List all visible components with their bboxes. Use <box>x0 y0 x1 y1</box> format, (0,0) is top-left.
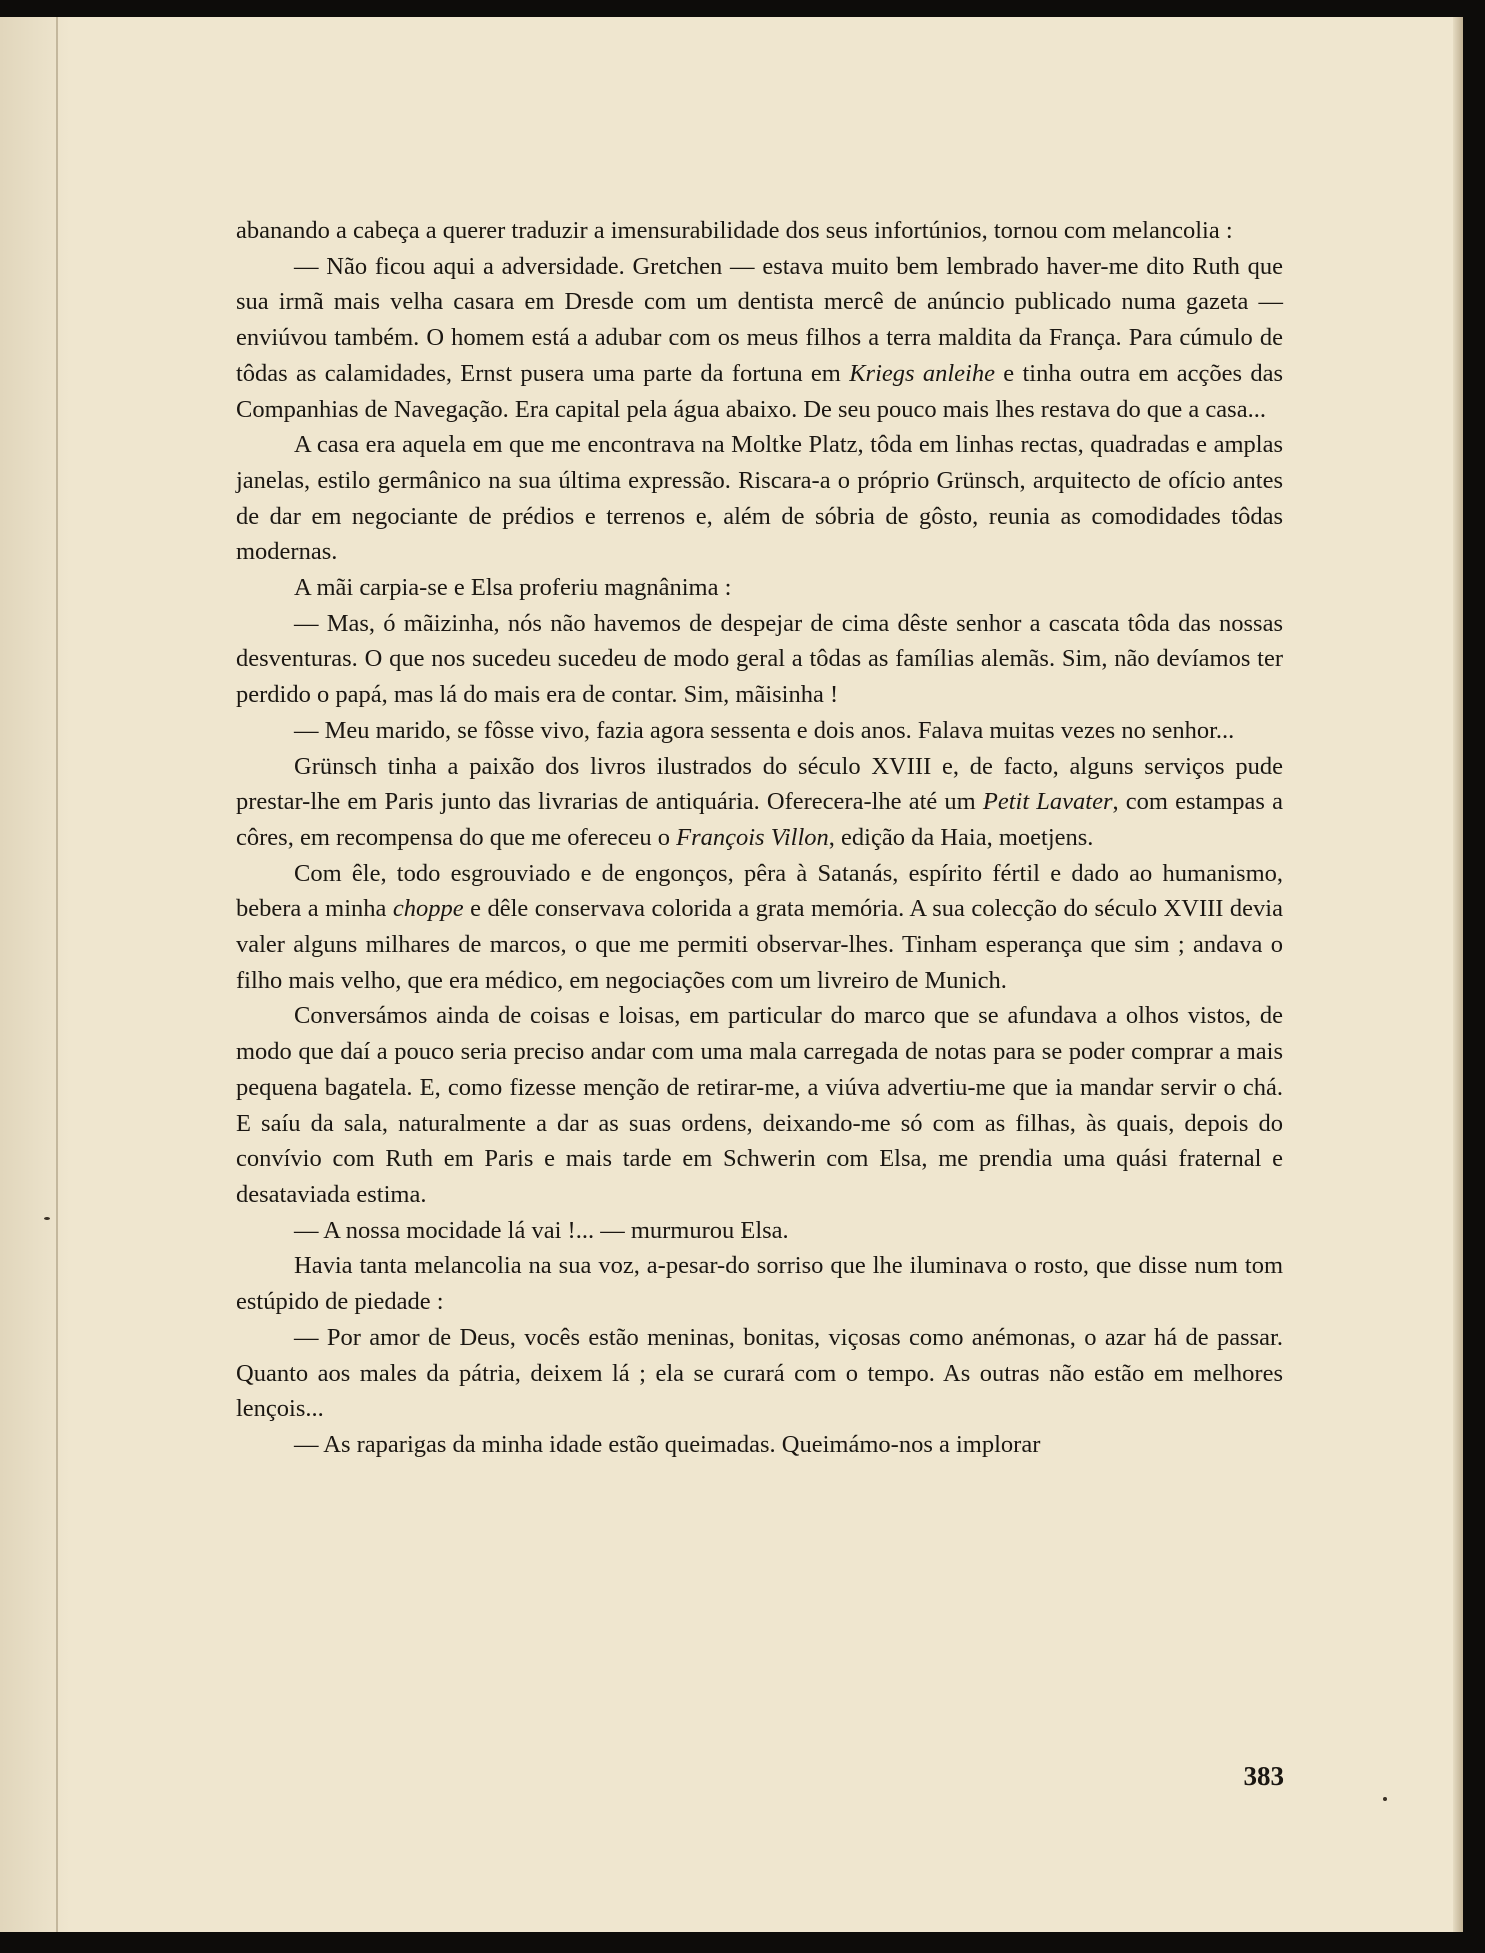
text-run: — A nossa mocidade lá vai !... — murmurou Elsa. <box>294 1216 789 1244</box>
paragraph <box>236 1248 1283 1319</box>
text-run: , com estampas a côres, em recompensa do que me ofereceu o <box>236 788 1283 851</box>
text-run: abanando a cabeça a querer traduzir a imensurabilidade dos seus infortúnios, tornou com melancolia : <box>236 217 1233 244</box>
text-run: Com êle, todo esgrouviado e de engonços, pêra à Satanás, espírito fértil e dado ao humanismo, bebera a minha <box>236 859 1283 923</box>
italic-title: Kriegs anleihe <box>849 359 995 387</box>
text-run: A mãi carpia-se e Elsa proferiu magnânima : <box>294 574 732 602</box>
body-text <box>236 213 1283 1463</box>
paragraph <box>236 1427 1283 1463</box>
paragraph <box>236 213 1283 249</box>
ink-speck <box>44 1217 50 1220</box>
paragraph <box>236 1213 1283 1249</box>
paragraph <box>236 249 1283 428</box>
book-page <box>0 17 1463 1932</box>
page-number: 383 <box>1243 1761 1284 1791</box>
text-run: — Por amor de Deus, vocês estão meninas, bonitas, viçosas como anémonas, o azar há de passar. Quanto aos males da pátria, deixem lá ; ela se curará com o tempo. As outras não estão em melhores lençois... <box>236 1323 1283 1423</box>
text-run: e tinha outra em acções das Companhias de Navegação. Era capital pela água abaixo. De seu pouco mais lhes restava do que a casa... <box>236 359 1283 423</box>
italic-title: François Villon <box>676 823 829 851</box>
text-run: — As raparigas da minha idade estão queimadas. Queimámo-nos a implorar <box>294 1430 1041 1458</box>
gutter-fold <box>56 17 58 1932</box>
paragraph <box>236 570 1283 606</box>
paragraph <box>236 998 1283 1212</box>
paragraph <box>236 856 1283 999</box>
paragraph <box>236 427 1283 570</box>
paragraph <box>236 1320 1283 1427</box>
paragraph <box>236 713 1283 749</box>
text-run: — Meu marido, se fôsse vivo, fazia agora sessenta e dois anos. Falava muitas vezes no senhor... <box>294 716 1235 744</box>
text-run: , edição da Haia, moetjens. <box>828 823 1094 851</box>
text-run: e dêle conservava colorida a grata memória. A sua colecção do século XVIII devia valer alguns milhares de marcos, o que me permiti observar-lhes. Tinham esperança que sim ; andava o filho mais velho, que era médico, em negociações com um livreiro de Munich. <box>236 895 1283 994</box>
ink-speck <box>1383 1797 1387 1801</box>
text-run: Grünsch tinha a paixão dos livros ilustrados do século XVIII e, de facto, alguns serviços pude prestar-lhe em Paris junto das livrarias de antiquária. Oferecera-lhe até um <box>236 752 1283 816</box>
text-run: Havia tanta melancolia na sua voz, a-pesar-do sorriso que lhe iluminava o rosto, que disse num tom estúpido de piedade : <box>236 1252 1283 1316</box>
paragraph <box>236 749 1283 856</box>
page-edge <box>1453 17 1463 1932</box>
text-run: — Não ficou aqui a adversidade. Gretchen — estava muito bem lembrado haver-me dito Ruth que sua irmã mais velha casara em Dresde com um dentista mercê de anúncio publicado numa gazeta — enviúvou também. O homem está a adubar com os meus filhos a terra maldita da França. Para cúmulo de tôdas as calamidades, Ernst pusera uma parte da fortuna em <box>236 252 1283 387</box>
text-run: — Mas, ó mãizinha, nós não havemos de despejar de cima dêste senhor a cascata tôda das nossas desventuras. O que nos sucedeu sucedeu de modo geral a tôdas as famílias alemãs. Sim, não devíamos ter perdido o papá, mas lá do mais era de contar. Sim, mãisinha ! <box>236 609 1283 709</box>
italic-title: Petit Lavater <box>982 788 1113 816</box>
text-run: A casa era aquela em que me encontrava na Moltke Platz, tôda em linhas rectas, quadradas e amplas janelas, estilo germânico na sua última expressão. Riscara-a o próprio Grünsch, arquitecto de ofício antes de dar em negociante de prédios e terrenos e, além de sóbria de gôsto, reunia as comodidades tôdas modernas. <box>236 431 1283 566</box>
text-run: Conversámos ainda de coisas e loisas, em particular do marco que se afundava a olhos vistos, de modo que daí a pouco seria preciso andar com uma mala carregada de notas para se poder comprar a mais pequena bagatela. E, como fizesse menção de retirar-me, a viúva advertiu-me que ia mandar servir o chá. E saíu da sala, naturalmente a dar as suas ordens, deixando-me só com as filhas, às quais, depois do convívio com Ruth em Paris e mais tarde em Schwerin com Elsa, me prendia uma quási fraternal e desataviada estima. <box>236 1002 1283 1208</box>
paragraph <box>236 606 1283 713</box>
italic-title: choppe <box>392 895 464 923</box>
